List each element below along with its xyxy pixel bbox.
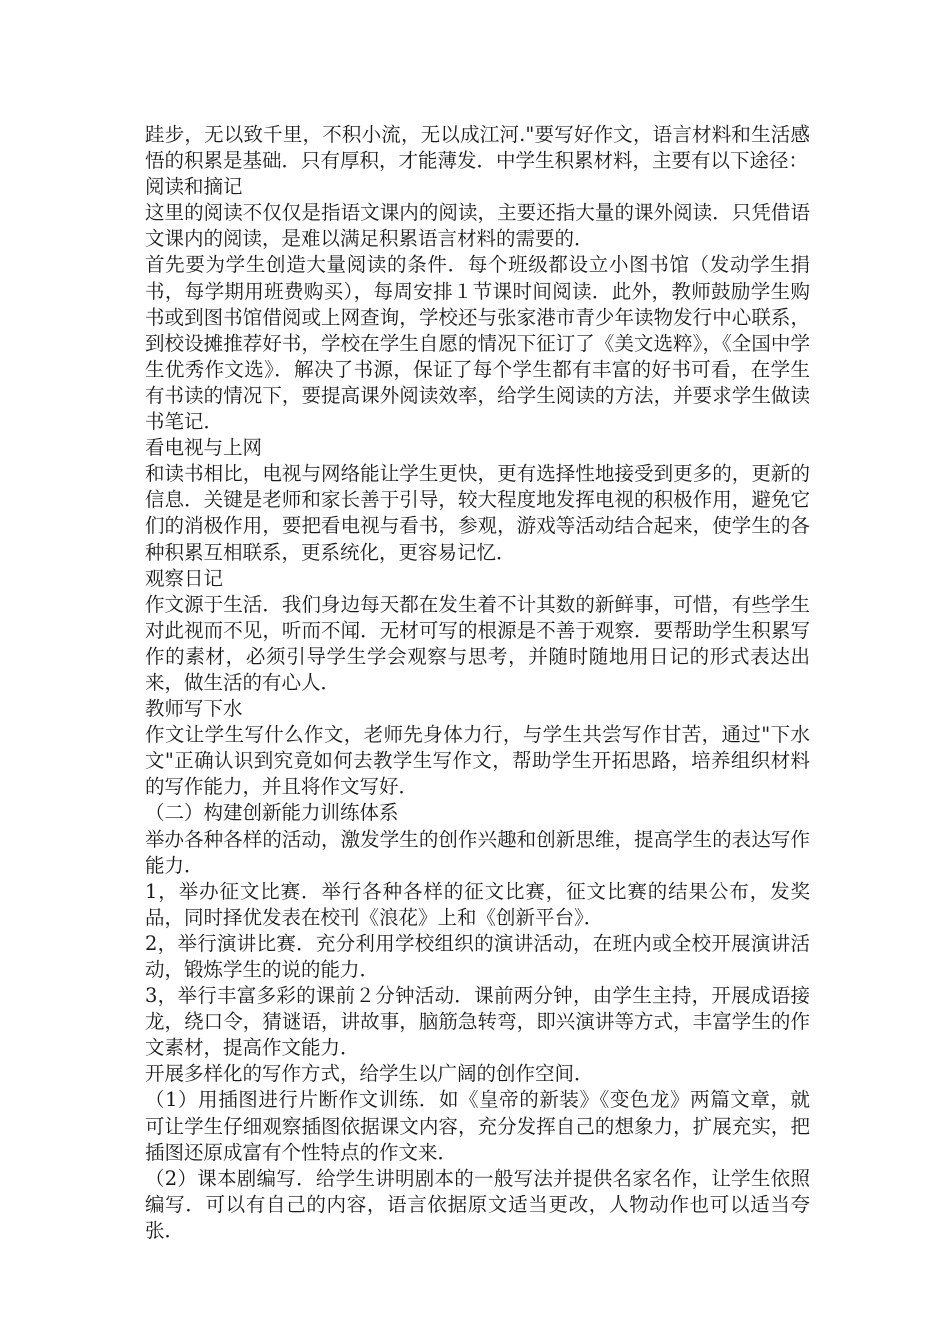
paragraph-reading-scope: 这里的阅读不仅仅是指语文课内的阅读，主要还指大量的课外阅读．只凭借语文课内的阅读，是难以满足积累语言材料的需要的． [145,201,810,251]
paragraph-reading-conditions: 首先要为学生创造大量阅读的条件．每个班级都设立小图书馆（发动学生捐书，每学期用班费购买），每周安排１节课时间阅读．此外，教师鼓励学生购书或到图书馆借阅或上网查询，学校还与张家港市青少年读物发行中心联系，到校设摊推荐好书，学校在学生自愿的情况下征订了《美文选粹》，《全国中学生优秀作文选》．解决了书源，保证了每个学生都有丰富的好书可看，在学生有书读的情况下，要提高课外阅读效率，给学生阅读的方法，并要求学生做读书笔记． [145,253,810,434]
heading-tv-internet: 看电视与上网 [145,436,263,460]
heading-reading: 阅读和摘记 [145,175,243,199]
list-item-textbook-drama: （2）课本剧编写．给学生讲明剧本的一般写法并提供名家名作，让学生依照编写．可以有自己的内容，语言依据原文适当更改，人物动作也可以适当夸张． [145,1166,810,1242]
list-item-illustration-writing: （1）用插图进行片断作文训练．如《皇帝的新装》《变色龙》两篇文章，就可让学生仔细观察插图依据课文内容，充分发挥自己的想象力，扩展充实，把插图还原成富有个性特点的作文来． [145,1088,810,1164]
list-item-essay-contest: 1，举办征文比赛．举行各种各样的征文比赛，征文比赛的结果公布，发奖品，同时择优发表在校刊《浪花》上和《创新平台》． [145,879,810,929]
heading-teacher-writing: 教师写下水 [145,697,243,721]
heading-innovation-system: （二）构建创新能力训练体系 [145,801,399,825]
document-body [145,122,810,1244]
paragraph-observation-diary: 作文源于生活．我们身边每天都在发生着不计其数的新鲜事，可惜，有些学生对此视而不见，听而不闻．无材可写的根源是不善于观察．要帮助学生积累写作的素材，必须引导学生学会观察与思考，并随时随地用日记的形式表达出来，做生活的有心人． [145,592,810,694]
paragraph-tv-internet: 和读书相比，电视与网络能让学生更快，更有选择性地接受到更多的，更新的信息．关键是老师和家长善于引导，较大程度地发挥电视的积极作用，避免它们的消极作用，要把看电视与看书，参观，游戏等活动结合起来，使学生的各种积累互相联系，更系统化，更容易记忆． [145,462,810,564]
list-item-speech-contest: 2，举行演讲比赛．充分利用学校组织的演讲活动，在班内或全校开展演讲活动，锻炼学生的说的能力． [145,931,810,981]
heading-observation-diary: 观察日记 [145,566,224,590]
list-item-two-minute-activity: 3，举行丰富多彩的课前２分钟活动．课前两分钟，由学生主持，开展成语接龙，绕口令，猜谜语，讲故事，脑筋急转弯，即兴演讲等方式，丰富学生的作文素材，提高作文能力． [145,984,810,1060]
paragraph-activities: 举办各种各样的活动，激发学生的创作兴趣和创新思维，提高学生的表达写作能力． [145,827,810,877]
paragraph-diverse-writing: 开展多样化的写作方式，给学生以广阔的创作空间． [145,1062,594,1086]
paragraph-intro: 跬步，无以致千里，不积小流，无以成江河."要写好作文，语言材料和生活感悟的积累是基础．只有厚积，才能薄发．中学生积累材料，主要有以下途径： [145,123,810,173]
paragraph-teacher-writing: 作文让学生写什么作文，老师先身体力行，与学生共尝写作甘苦，通过"下水文"正确认识到究竟如何去教学生写作文，帮助学生开拓思路，培养组织材料的写作能力，并且将作文写好． [145,723,810,799]
